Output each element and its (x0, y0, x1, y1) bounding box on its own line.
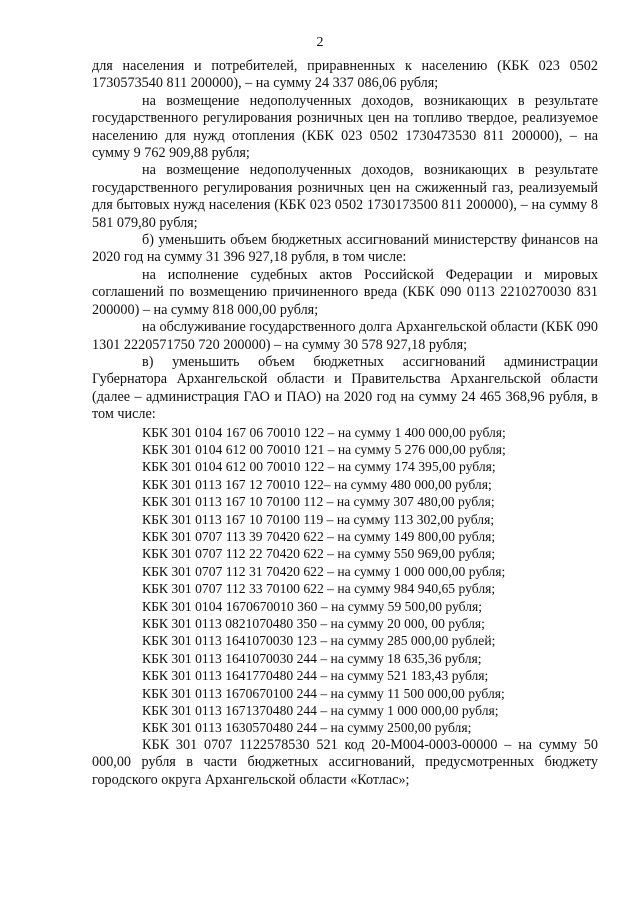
page-number: 2 (316, 35, 324, 50)
document-body (92, 58, 598, 789)
kbk-line: КБК 301 0104 167 06 70010 122 – на сумму 1 400 000,00 рубля; (142, 424, 506, 440)
kbk-line: КБК 301 0113 1641070030 123 – на сумму 285 000,00 рублей; (142, 633, 496, 649)
paragraph-liquefied-gas-compensation: на возмещение недополученных доходов, возникающих в результате государственного регулирования розничных цен на сжиженный газ, реализуемый для бытовых нужд населения (КБК 023 0502 1730173500 811 200000), – на сумму 8 581 079,80 рубля; (92, 162, 598, 231)
kbk-line: КБК 301 0113 167 10 70100 112 – на сумму 307 480,00 рубля; (142, 494, 495, 510)
kbk-line: КБК 301 0104 1670670010 360 – на сумму 59 500,00 рубля; (142, 598, 483, 614)
kbk-line: КБК 301 0104 612 00 70010 122 – на сумму 174 395,00 рубля; (142, 459, 496, 475)
kbk-line: КБК 301 0113 1641770480 244 – на сумму 521 183,43 рубля; (142, 668, 489, 684)
paragraph-governor-administration-reduction: в) уменьшить объем бюджетных ассигнований администрации Губернатора Архангельской области и Правительства Архангельской области (далее – администрация ГАО и ПАО) на 2020 год на сумму 24 465 368,96 рубля, в том числе: (92, 353, 598, 423)
paragraph-solid-fuel-compensation: на возмещение недополученных доходов, возникающих в результате государственного регулирования розничных цен на топливо твердое, реализуемое населению для нужд отопления (КБК 023 0502 1730473530 811 200000), – на сумму 9 762 909,88 рубля; (92, 92, 598, 162)
kbk-line: КБК 301 0113 167 12 70010 122– на сумму 480 000,00 рубля; (142, 476, 492, 492)
kbk-line: КБК 301 0707 112 22 70420 622 – на сумму 550 969,00 рубля; (142, 546, 496, 562)
kbk-line: КБК 301 0707 113 39 70420 622 – на сумму 149 800,00 рубля; (142, 528, 496, 544)
paragraph-population-compensation: для населения и потребителей, приравненных к населению (КБК 023 0502 1730573540 811 200000), – на сумму 24 337 086,06 рубля; (92, 58, 598, 92)
kbk-list (92, 424, 598, 737)
kbk-line: КБК 301 0113 1671370480 244 – на сумму 1 000 000,00 рубля; (142, 703, 499, 719)
paragraph-kotlas-allocation: КБК 301 0707 1122578530 521 код 20-М004-0003-00000 – на сумму 50 000,00 рубля в части бюджетных ассигнований, предусмотренных бюджету городского округа Архангельской области «Котлас»; (92, 736, 598, 788)
kbk-line: КБК 301 0113 0821070480 350 – на сумму 20 000, 00 рубля; (142, 616, 485, 631)
kbk-line: КБК 301 0104 612 00 70010 121 – на сумму 5 276 000,00 рубля; (142, 441, 506, 457)
kbk-line: КБК 301 0707 112 31 70420 622 – на сумму 1 000 000,00 рубля; (142, 563, 506, 579)
kbk-line: КБК 301 0113 1630570480 244 – на сумму 2500,00 рубля; (142, 720, 472, 736)
paragraph-court-acts: на исполнение судебных актов Российской Федерации и мировых соглашений по возмещению причиненного вреда (КБК 090 0113 2210270030 831 200000) – на сумму 818 000,00 рубля; (92, 266, 598, 318)
paragraph-state-debt-service: на обслуживание государственного долга Архангельской области (КБК 090 1301 2220571750 720 200000) – на сумму 30 578 927,18 рубля; (92, 319, 598, 353)
kbk-line: КБК 301 0113 1670670100 244 – на сумму 11 500 000,00 рубля; (142, 685, 505, 701)
kbk-line: КБК 301 0113 167 10 70100 119 – на сумму 113 302,00 рубля; (142, 511, 495, 527)
kbk-line: КБК 301 0707 112 33 70100 622 – на сумму 984 940,65 рубля; (142, 581, 496, 597)
paragraph-finance-ministry-reduction: б) уменьшить объем бюджетных ассигнований министерству финансов на 2020 год на сумму 31 396 927,18 рубля, в том числе: (92, 232, 598, 266)
kbk-line: КБК 301 0113 1641070030 244 – на сумму 18 635,36 рубля; (142, 650, 482, 666)
